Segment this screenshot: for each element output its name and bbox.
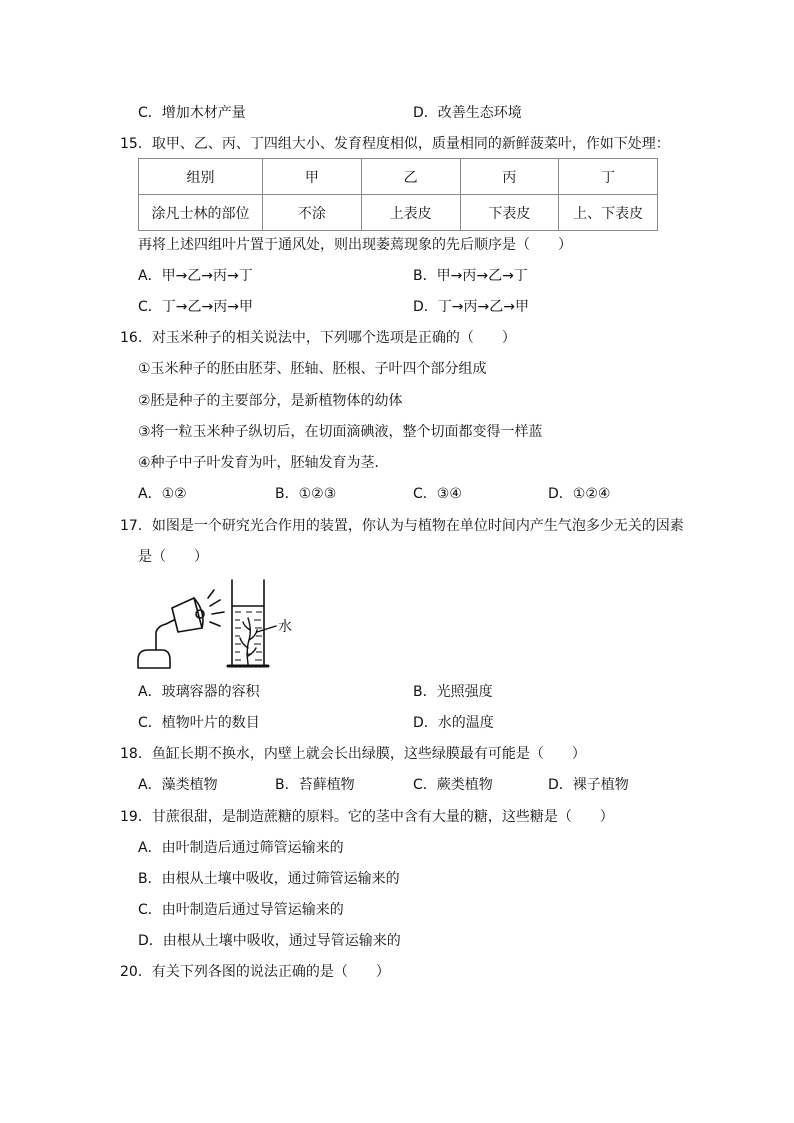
q20-stem: 20．有关下列各图的说法正确的是（ ）: [120, 964, 390, 980]
q17-stem-line2: 是（ ）: [138, 549, 208, 565]
q19-option-b: B．由根从土壤中吸收，通过筛管运输来的: [138, 871, 400, 887]
q15-table: [138, 158, 658, 231]
q16-statement-1: ①玉米种子的胚由胚芽、胚轴、胚根、子叶四个部分组成: [138, 361, 487, 377]
q15-followup: 再将上述四组叶片置于通风处，则出现萎蔫现象的先后顺序是（ ）: [138, 237, 572, 253]
table-cell: 上表皮: [361, 195, 460, 231]
table-header-row: [139, 159, 658, 195]
q17-option-b: B．光照强度: [413, 684, 493, 700]
q19-stem: 19．甘蔗很甜，是制造蔗糖的原料。它的茎中含有大量的糖，这些糖是（ ）: [120, 809, 614, 825]
figure-label-water: 水: [278, 619, 292, 635]
q16-option-d: D．①②④: [548, 486, 611, 502]
q16-statement-4: ④种子中子叶发育为叶，胚轴发育为茎．: [138, 455, 389, 471]
table-cell: 丁: [559, 159, 658, 195]
q16-stem: 16．对玉米种子的相关说法中，下列哪个选项是正确的（ ）: [120, 330, 516, 346]
table-cell: 组别: [139, 159, 263, 195]
q16-statement-2: ②胚是种子的主要部分，是新植物体的幼体: [138, 393, 403, 409]
q17-option-a: A．玻璃容器的容积: [138, 684, 260, 700]
table-cell: 不涂: [263, 195, 362, 231]
q16-option-b: B．①②③: [275, 486, 337, 502]
q15-stem: 15．取甲、乙、丙、丁四组大小、发育程度相似，质量相同的新鲜菠菜叶，作如下处理：: [120, 136, 670, 152]
q17-option-d: D．水的温度: [413, 715, 494, 731]
q14-option-d: D．改善生态环境: [413, 105, 522, 121]
q17-stem-line1: 17．如图是一个研究光合作用的装置，你认为与植物在单位时间内产生气泡多少无关的因素: [120, 518, 684, 534]
q18-option-c: C．蕨类植物: [413, 777, 493, 793]
q16-option-a: A．①②: [138, 486, 187, 502]
table-row: [139, 195, 658, 231]
q15-option-b: B．甲→丙→乙→丁: [413, 268, 528, 284]
q18-option-d: D．裸子植物: [548, 777, 629, 793]
table-cell: 丙: [460, 159, 559, 195]
photosynthesis-apparatus-figure: [136, 578, 316, 672]
table-cell: 甲: [263, 159, 362, 195]
q15-option-a: A．甲→乙→丙→丁: [138, 268, 253, 284]
q18-stem: 18．鱼缸长期不换水，内壁上就会长出绿膜，这些绿膜最有可能是（ ）: [120, 746, 586, 762]
q15-option-c: C．丁→乙→丙→甲: [138, 299, 253, 315]
q16-statement-3: ③将一粒玉米种子纵切后，在切面滴碘液，整个切面都变得一样蓝: [138, 424, 543, 440]
q15-option-d: D．丁→丙→乙→甲: [413, 299, 529, 315]
table-cell: 乙: [361, 159, 460, 195]
table-cell: 下表皮: [460, 195, 559, 231]
q16-option-c: C．③④: [413, 486, 462, 502]
q18-option-b: B．苔藓植物: [275, 777, 355, 793]
table-cell: 涂凡士林的部位: [139, 195, 263, 231]
table-cell: 上、下表皮: [559, 195, 658, 231]
q19-option-c: C．由叶制造后通过导管运输来的: [138, 902, 344, 918]
q17-option-c: C．植物叶片的数目: [138, 715, 260, 731]
q14-option-c: C．增加木材产量: [138, 105, 246, 121]
q18-option-a: A．藻类植物: [138, 777, 218, 793]
q19-option-a: A．由叶制造后通过筛管运输来的: [138, 840, 344, 856]
q19-option-d: D．由根从土壤中吸收，通过导管运输来的: [138, 933, 401, 949]
